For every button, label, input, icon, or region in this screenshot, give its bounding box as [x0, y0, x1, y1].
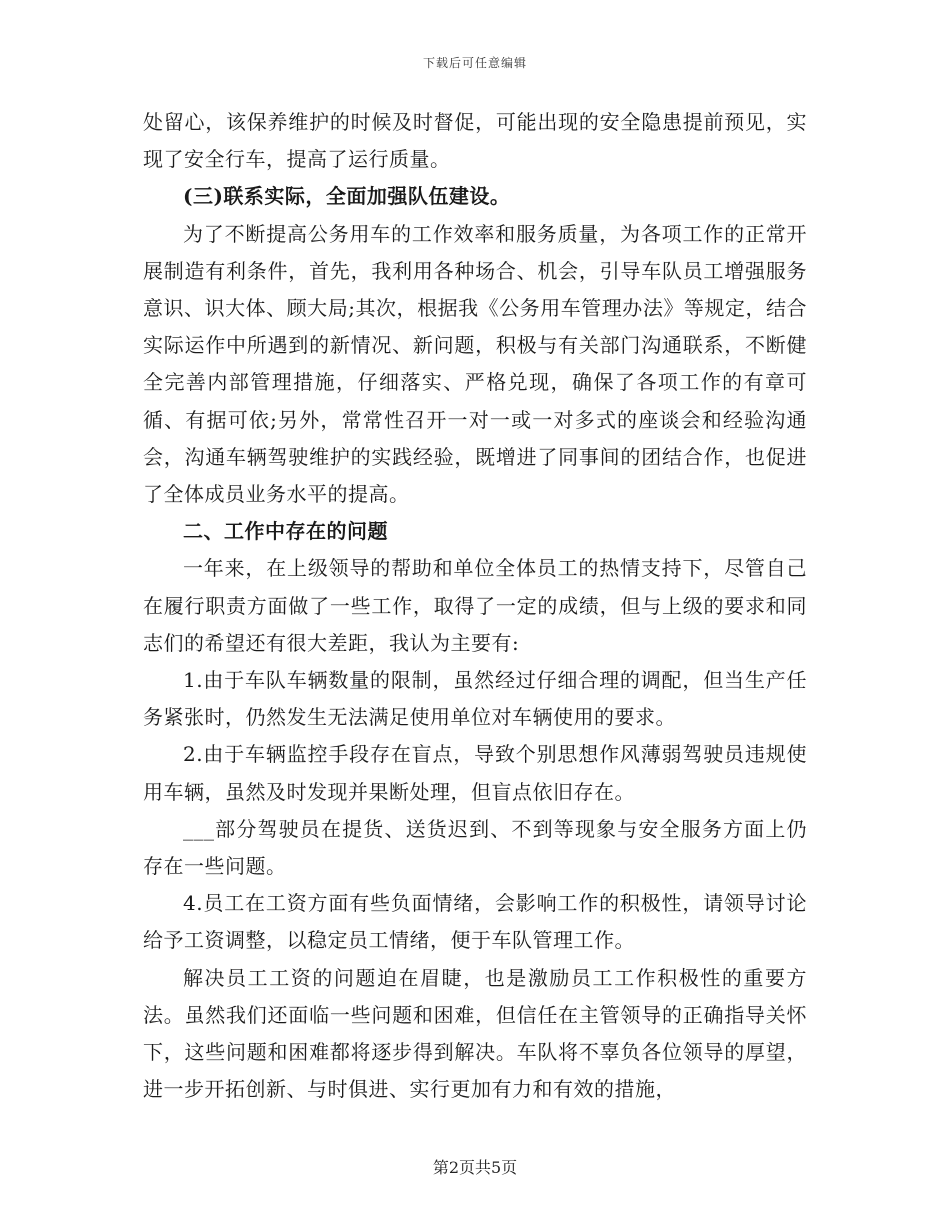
page-number: 第2页共5页: [432, 1158, 518, 1177]
list-item: 1.由于车队车辆数量的限制，虽然经过仔细合理的调配，但当生产任务紧张时，仍然发生无法满足使用单位对车辆使用的要求。: [143, 668, 807, 730]
section-heading: 二、工作中存在的问题: [183, 519, 388, 544]
list-item: 2.由于车辆监控手段存在盲点，导致个别思想作风薄弱驾驶员违规使用车辆，虽然及时发现并果断处理，但盲点依旧存在。: [143, 742, 807, 804]
list-item: 4.员工在工资方面有些负面情绪，会影响工作的积极性，请领导讨论给予工资调整，以稳定员工情绪，便于车队管理工作。: [143, 891, 807, 953]
paragraph: 一年来，在上级领导的帮助和单位全体员工的热情支持下，尽管自己在履行职责方面做了一些工作，取得了一定的成绩，但与上级的要求和同志们的希望还有很大差距，我认为主要有:: [143, 556, 807, 655]
document-body: [143, 104, 807, 1108]
paragraph: 解决员工工资的问题迫在眉睫，也是激励员工工作积极性的重要方法。虽然我们还面临一些问题和困难，但信任在主管领导的正确指导关怀下，这些问题和困难都将逐步得到解决。车队将不辜负各位领导的厚望，进一步开拓创新、与时俱进、实行更加有力和有效的措施，: [143, 965, 807, 1102]
list-item: ___部分驾驶员在提货、送货迟到、不到等现象与安全服务方面上仍存在一些问题。: [143, 816, 807, 879]
paragraph: 处留心，该保养维护的时候及时督促，可能出现的安全隐患提前预见，实现了安全行车，提高了运行质量。: [143, 110, 807, 172]
paragraph: 为了不断提高公务用车的工作效率和服务质量，为各项工作的正常开展制造有利条件，首先，我利用各种场合、机会，引导车队员工增强服务意识、识大体、顾大局;其次，根据我《公务用车管理办法》等规定，结合实际运作中所遇到的新情况、新问题，积极与有关部门沟通联系，不断健全完善内部管理措施，仔细落实、严格兑现，确保了各项工作的有章可循、有据可依;另外，常常性召开一对一或一对多式的座谈会和经验沟通会，沟通车辆驾驶维护的实践经验，既增进了同事间的团结合作，也促进了全体成员业务水平的提高。: [143, 221, 807, 507]
section-heading: (三)联系实际，全面加强队伍建设。: [183, 184, 511, 209]
page-header: 下载后可任意编辑: [422, 56, 527, 70]
